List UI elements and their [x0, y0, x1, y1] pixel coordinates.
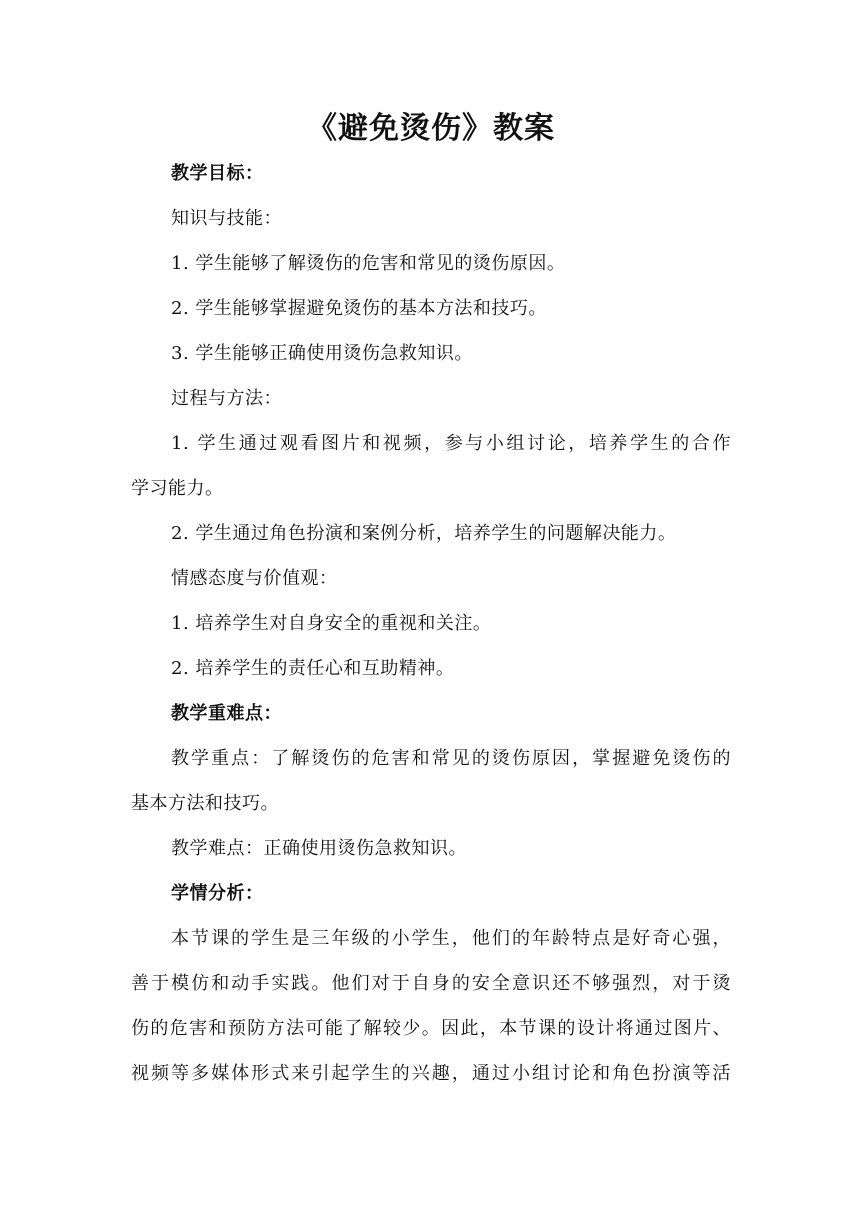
document-title: 《避免烫伤》教案: [307, 111, 555, 146]
focus-line-1: 教学重点：了解烫伤的危害和常见的烫伤原因，掌握避免烫伤的: [171, 748, 731, 769]
emotion-item-1: 1. 培养学生对自身安全的重视和关注。: [171, 613, 492, 634]
knowledge-item-2: 2. 学生能够掌握避免烫伤的基本方法和技巧。: [171, 298, 547, 319]
analysis-line-2: 善于模仿和动手实践。他们对于自身的安全意识还不够强烈，对于烫: [131, 973, 731, 994]
difficulty-line: 教学难点：正确使用烫伤急救知识。: [171, 838, 467, 859]
analysis-line-4: 视频等多媒体形式来引起学生的兴趣，通过小组讨论和角色扮演等活: [131, 1063, 731, 1084]
analysis-heading: 学情分析：: [171, 883, 264, 904]
analysis-line-3: 伤的危害和预防方法可能了解较少。因此，本节课的设计将通过图片、: [131, 1018, 731, 1039]
objectives-heading: 教学目标：: [171, 163, 264, 184]
analysis-line-1: 本节课的学生是三年级的小学生，他们的年龄特点是好奇心强，: [171, 928, 731, 949]
emotion-item-2: 2. 培养学生的责任心和互助精神。: [171, 658, 455, 679]
knowledge-item-1: 1. 学生能够了解烫伤的危害和常见的烫伤原因。: [171, 253, 566, 274]
emotion-label: 情感态度与价值观：: [171, 568, 338, 589]
process-item-2: 2. 学生通过角色扮演和案例分析，培养学生的问题解决能力。: [171, 523, 677, 544]
focus-line-2: 基本方法和技巧。: [131, 793, 279, 814]
knowledge-item-3: 3. 学生能够正确使用烫伤急救知识。: [171, 343, 473, 364]
process-item-1-line-2: 学习能力。: [131, 478, 224, 499]
key-points-heading: 教学重难点：: [171, 703, 282, 724]
process-item-1-line-1: 1. 学生通过观看图片和视频，参与小组讨论，培养学生的合作: [171, 433, 731, 454]
knowledge-label: 知识与技能：: [171, 208, 282, 229]
process-label: 过程与方法：: [171, 388, 282, 409]
